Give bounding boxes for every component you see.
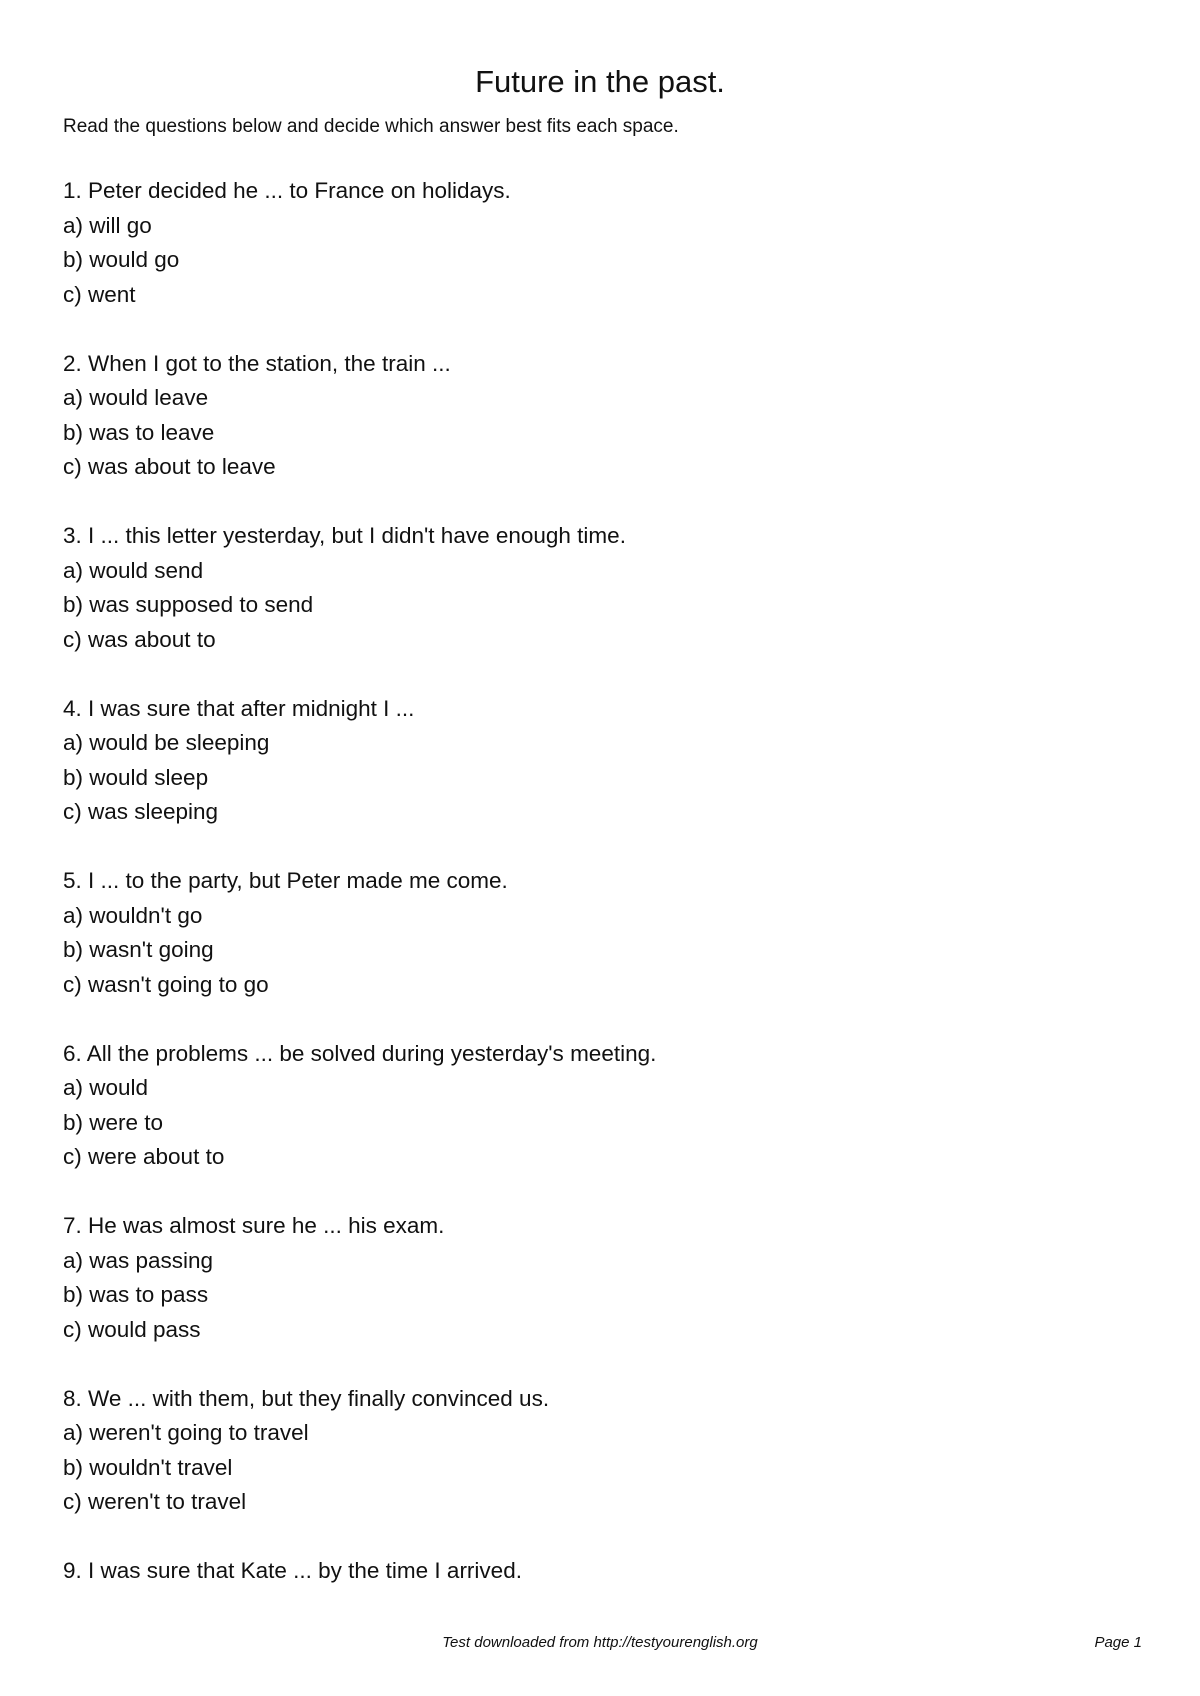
answer-option-a[interactable]: a) would be sleeping [63, 730, 270, 755]
answer-option-a[interactable]: a) wouldn't go [63, 902, 203, 928]
answer-option-c[interactable]: c) were about to [63, 1144, 225, 1169]
answer-options [63, 1071, 1143, 1175]
question-text: 3. I ... this letter yesterday, but I didn't have enough time. [63, 523, 626, 548]
answer-option-c[interactable]: c) weren't to travel [63, 1489, 247, 1514]
answer-option-a[interactable]: a) would leave [63, 385, 209, 410]
answer-option-b[interactable]: b) was supposed to send [63, 592, 314, 617]
question-text: 4. I was sure that after midnight I ... [63, 695, 415, 721]
answer-option-b[interactable]: b) was to pass [63, 1282, 209, 1307]
answer-option-c[interactable]: c) was about to leave [63, 454, 276, 479]
answer-options [63, 899, 1143, 1003]
answer-option-b[interactable]: b) wasn't going [63, 937, 214, 962]
answer-option-a[interactable]: a) would send [63, 557, 204, 583]
answer-option-a[interactable]: a) would [63, 1075, 149, 1100]
answer-option-a[interactable]: a) was passing [63, 1247, 214, 1273]
question-text: 1. Peter decided he ... to France on holidays. [63, 178, 511, 203]
answer-option-b[interactable]: b) wouldn't travel [63, 1454, 233, 1480]
answer-options [63, 554, 1143, 658]
answer-option-c[interactable]: c) would pass [63, 1316, 201, 1342]
answer-option-b[interactable]: b) would go [63, 247, 180, 272]
answer-option-b[interactable]: b) were to [63, 1109, 164, 1135]
question-text: 6. All the problems ... be solved during yesterday's meeting. [63, 1040, 657, 1066]
instructions-text: Read the questions below and decide which answer best fits each space. [63, 116, 679, 137]
answer-option-a[interactable]: a) will go [63, 212, 152, 238]
question-9 [63, 1554, 1143, 1589]
question-4 [63, 692, 1143, 830]
question-3 [63, 519, 1143, 657]
answer-option-c[interactable]: c) wasn't going to go [63, 971, 269, 997]
question-5 [63, 864, 1143, 1002]
answer-options [63, 1416, 1143, 1520]
page-number: Page 1 [1094, 1634, 1142, 1651]
answer-options [63, 209, 1143, 313]
question-6 [63, 1037, 1143, 1175]
question-text: 7. He was almost sure he ... his exam. [63, 1213, 445, 1238]
answer-option-b[interactable]: b) would sleep [63, 764, 209, 790]
answer-options [63, 1244, 1143, 1348]
question-7 [63, 1209, 1143, 1347]
answer-option-c[interactable]: c) was about to [63, 626, 216, 652]
answer-options [63, 381, 1143, 485]
question-text: 9. I was sure that Kate ... by the time I arrived. [63, 1558, 522, 1583]
answer-option-b[interactable]: b) was to leave [63, 419, 215, 445]
question-8 [63, 1382, 1143, 1520]
question-text: 5. I ... to the party, but Peter made me come. [63, 868, 508, 893]
question-1 [63, 174, 1143, 312]
question-text: 2. When I got to the station, the train ... [63, 350, 451, 376]
answer-options [63, 726, 1143, 830]
page-title: Future in the past. [475, 64, 725, 99]
footer-source-text: Test downloaded from http://testyourenglish.org [442, 1634, 758, 1651]
question-2 [63, 347, 1143, 485]
answer-option-c[interactable]: c) was sleeping [63, 799, 219, 824]
answer-option-a[interactable]: a) weren't going to travel [63, 1420, 309, 1445]
question-text: 8. We ... with them, but they finally convinced us. [63, 1385, 550, 1411]
question-list [63, 174, 1143, 1623]
answer-option-c[interactable]: c) went [63, 281, 136, 307]
